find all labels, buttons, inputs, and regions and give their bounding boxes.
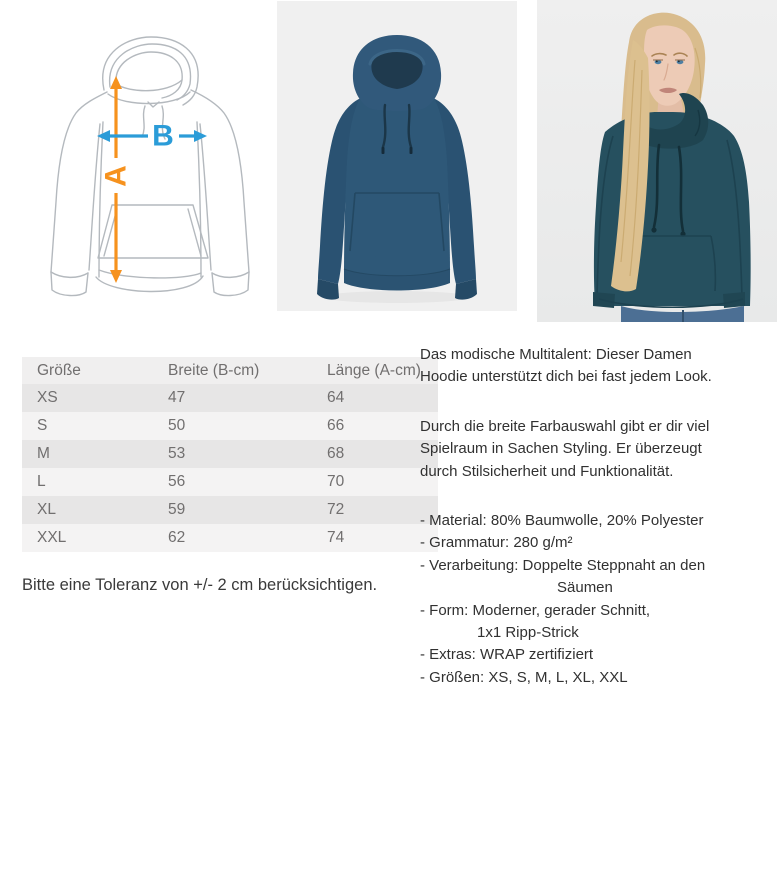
laenge-cell: 66 [312,412,438,440]
description-line: Durch die breite Farbauswahl gibt er dir viel [420,417,710,435]
laenge-cell: 68 [312,440,438,468]
size-cell: M [22,440,153,468]
column-header-laenge: Länge (A-cm) [312,357,438,384]
breite-cell: 50 [153,412,312,440]
spec-extras: - Extras: WRAP zertifiziert [420,646,594,664]
size-cell: L [22,468,153,496]
description-line: Hoodie unterstützt dich bei fast jedem Look. [420,368,712,386]
width-label: B [152,119,174,153]
product-description [420,344,770,689]
product-photo [277,1,517,311]
size-table-header-row [22,357,438,384]
description-line: Spielraum in Sachen Styling. Er überzeugt [420,440,702,458]
laenge-cell: 72 [312,496,438,524]
width-arrow-icon [97,120,207,153]
size-cell: XXL [22,524,153,552]
spec-form: - Form: Moderner, gerader Schnitt, [420,601,651,619]
description-line: Das modische Multitalent: Dieser Damen [420,346,692,363]
description-line: durch Stilsicherheit und Funktionalität. [420,462,674,480]
breite-cell: 53 [153,440,312,468]
hoodie-outline-drawing [51,37,249,296]
table-row-l [22,468,438,496]
spec-grammatur: - Grammatur: 280 g/m² [420,534,573,552]
laenge-cell: 64 [312,384,438,412]
column-header-groesse: Größe [22,357,153,384]
size-cell: XS [22,384,153,412]
paragraph-spacer [420,483,770,510]
spec-verarbeitung-cont: Säumen [557,579,613,597]
breite-cell: 56 [153,468,312,496]
breite-cell: 59 [153,496,312,524]
paragraph-spacer [420,389,770,416]
spec-material: - Material: 80% Baumwolle, 20% Polyester [420,512,704,530]
size-diagram-image [50,32,270,307]
table-row-xs [22,384,438,412]
table-row-xxl [22,524,438,552]
size-cell: S [22,412,153,440]
breite-cell: 62 [153,524,312,552]
spec-groessen: - Größen: XS, S, M, L, XL, XXL [420,668,628,686]
size-table [22,357,438,552]
column-header-breite: Breite (B-cm) [153,357,312,384]
table-row-xl [22,496,438,524]
tolerance-note: Bitte eine Toleranz von +/- 2 cm berücksichtigen. [22,576,378,594]
spec-form-cont: 1x1 Ripp-Strick [477,624,579,642]
table-row-s [22,412,438,440]
length-label: A [99,165,133,187]
laenge-cell: 70 [312,468,438,496]
breite-cell: 47 [153,384,312,412]
table-row-m [22,440,438,468]
spec-verarbeitung: - Verarbeitung: Doppelte Steppnaht an den [420,556,706,574]
laenge-cell: 74 [312,524,438,552]
model-photo [537,0,777,322]
size-cell: XL [22,496,153,524]
